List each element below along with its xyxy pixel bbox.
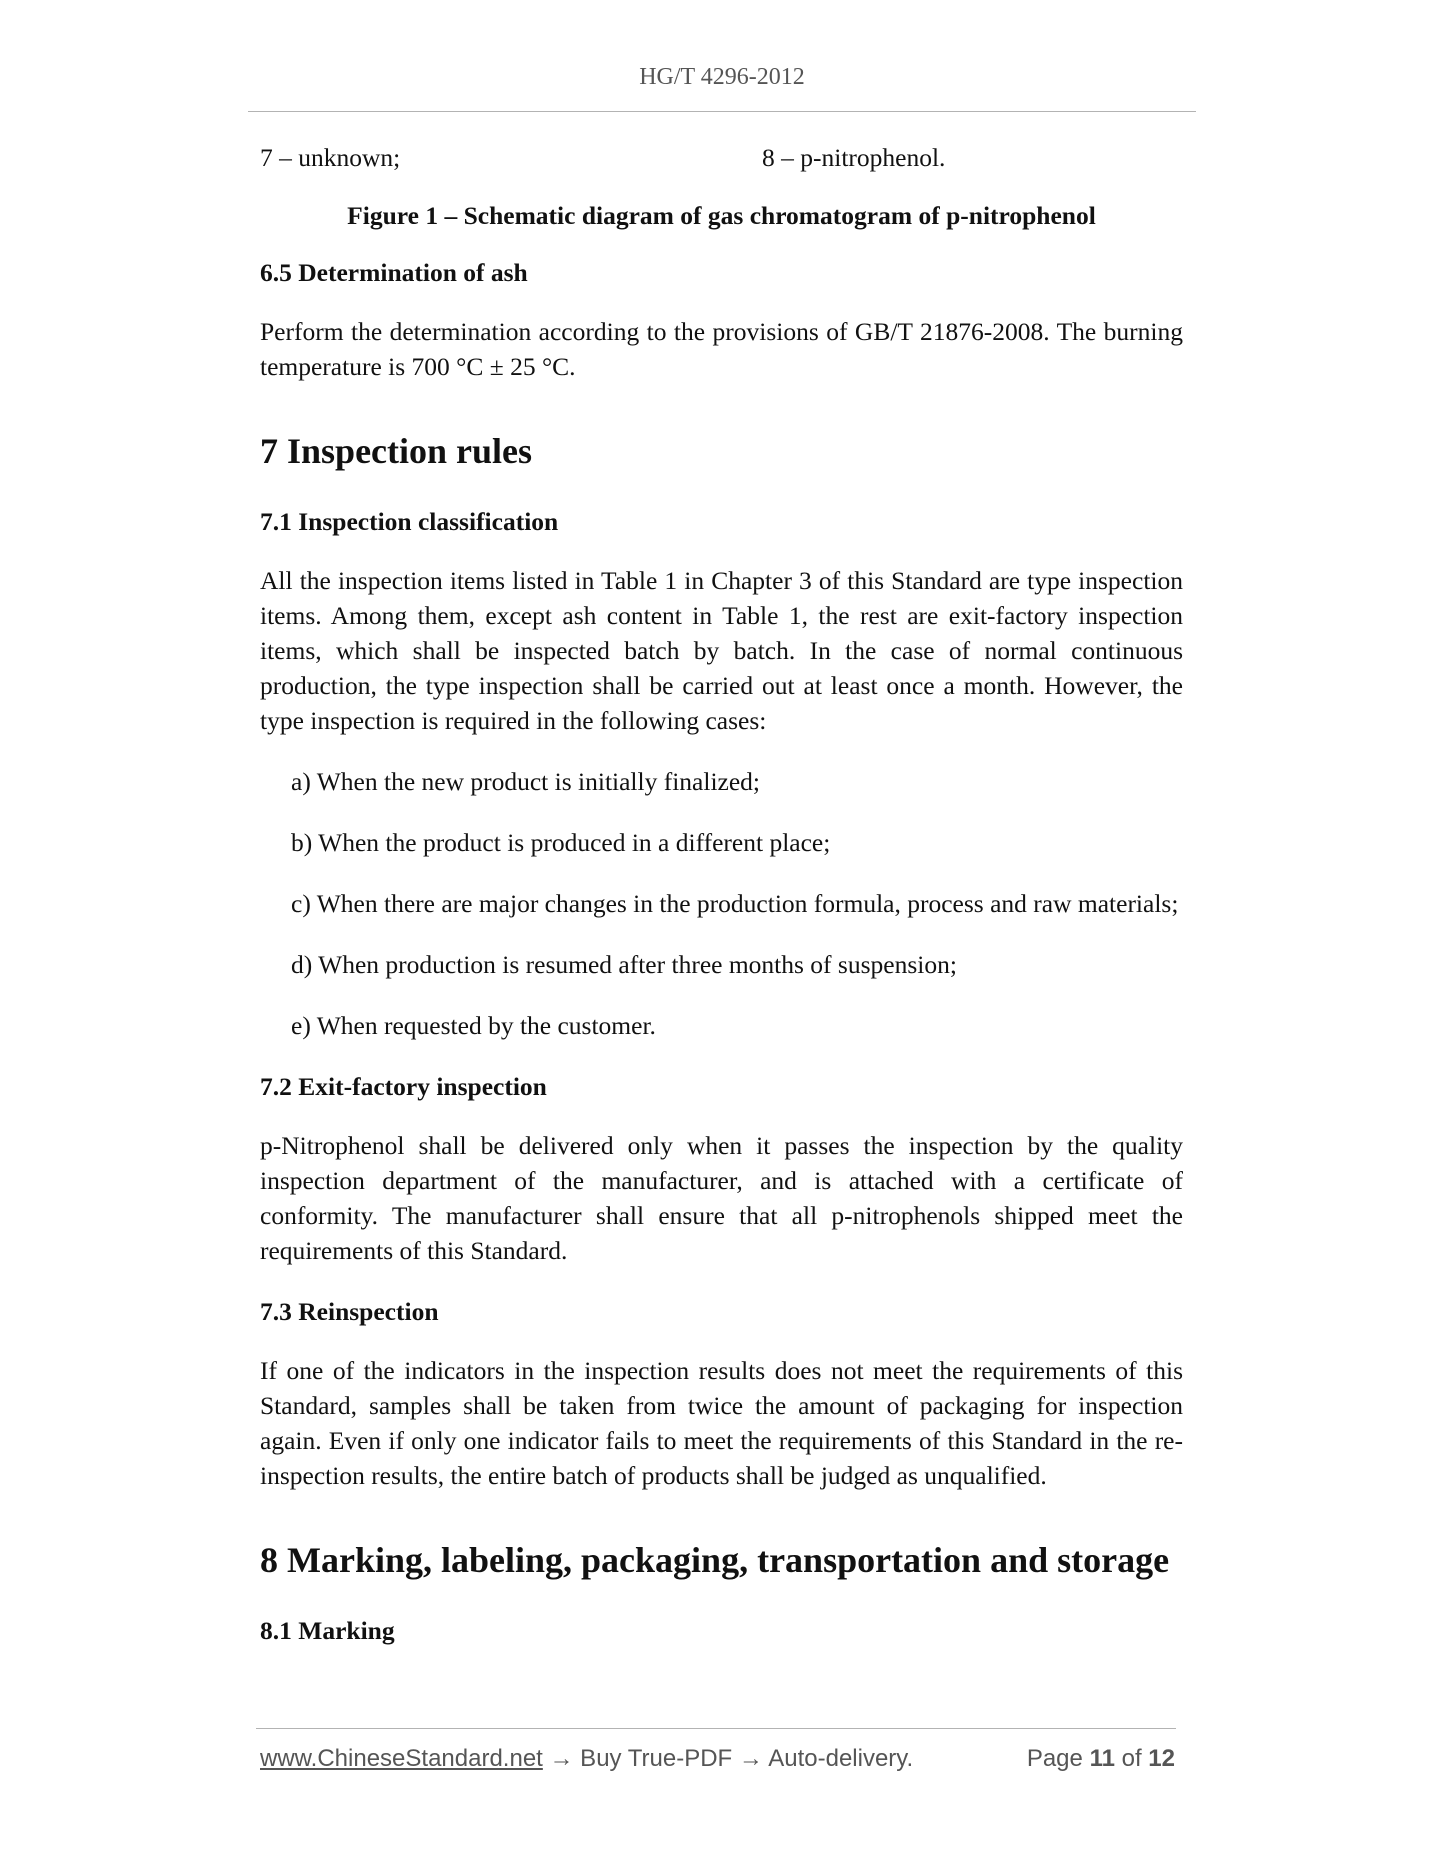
figure-caption: Figure 1 – Schematic diagram of gas chromatogram of p-nitrophenol bbox=[347, 201, 1096, 230]
page-indicator bbox=[1027, 1745, 1175, 1773]
cases-list bbox=[260, 764, 1183, 1043]
section-heading-7-2: 7.2 Exit-factory inspection bbox=[260, 1072, 547, 1101]
document-body bbox=[260, 140, 1183, 1672]
chapter-heading-7: 7 Inspection rules bbox=[260, 431, 533, 471]
paragraph-7-3: If one of the indicators in the inspection results does not meet the requirements of this Standard, samples shall be taken from twice the amount of packaging for inspection again. Even if only one indicator fails to meet the requirements of this Standard in the re-inspection results, the entire batch of products shall be judged as unqualified. bbox=[260, 1356, 1183, 1490]
footer-divider bbox=[256, 1728, 1176, 1729]
section-heading-7-3: 7.3 Reinspection bbox=[260, 1297, 439, 1326]
section-heading-6-5: 6.5 Determination of ash bbox=[260, 258, 528, 287]
legend-item-8: 8 – p-nitrophenol. bbox=[762, 143, 946, 172]
page-word: Page bbox=[1026, 1745, 1083, 1772]
section-heading-7-1: 7.1 Inspection classification bbox=[260, 507, 559, 536]
header-divider bbox=[248, 111, 1196, 112]
legend-item-7: 7 – unknown; bbox=[260, 143, 401, 172]
paragraph-7-2: p-Nitrophenol shall be delivered only when it passes the inspection by the quality inspection department of the manufacturer, and is attached with a certificate of conformity. The manufacturer shall ensure that all p-nitrophenols shipped meet the requirements of this Standard. bbox=[260, 1131, 1183, 1265]
section-heading-8-1: 8.1 Marking bbox=[260, 1616, 395, 1645]
list-item: d) When production is resumed after three months of suspension; bbox=[291, 950, 957, 979]
chapter-heading-8: 8 Marking, labeling, packaging, transportation and storage bbox=[260, 1540, 1170, 1580]
paragraph-6-5: Perform the determination according to the provisions of GB/T 21876-2008. The burning temperature is 700 °C ± 25 °C. bbox=[260, 317, 1183, 381]
footer-promo: → Buy True-PDF → Auto-delivery. bbox=[542, 1745, 914, 1772]
page-header: HG/T 4296-2012 bbox=[639, 64, 805, 90]
of-word: of bbox=[1121, 1745, 1142, 1772]
site-link[interactable]: www.ChineseStandard.net bbox=[260, 1745, 543, 1772]
current-page-number: 11 bbox=[1089, 1745, 1115, 1772]
figure-legend bbox=[260, 140, 1183, 176]
paragraph-7-1: All the inspection items listed in Table 1 in Chapter 3 of this Standard are type inspection items. Among them, except ash content in Table 1, the rest are exit-factory inspection items, which shall be inspected batch by batch. In the case of normal continuous production, the type inspection shall be carried out at least once a month. However, the type inspection is required in the following cases: bbox=[260, 566, 1183, 735]
page-footer bbox=[260, 1745, 1175, 1781]
list-item: a) When the new product is initially finalized; bbox=[291, 767, 761, 796]
total-page-number: 12 bbox=[1148, 1745, 1175, 1772]
list-item: b) When the product is produced in a different place; bbox=[291, 828, 831, 857]
list-item: c) When there are major changes in the production formula, process and raw materials; bbox=[291, 889, 1179, 918]
list-item: e) When requested by the customer. bbox=[291, 1011, 656, 1040]
